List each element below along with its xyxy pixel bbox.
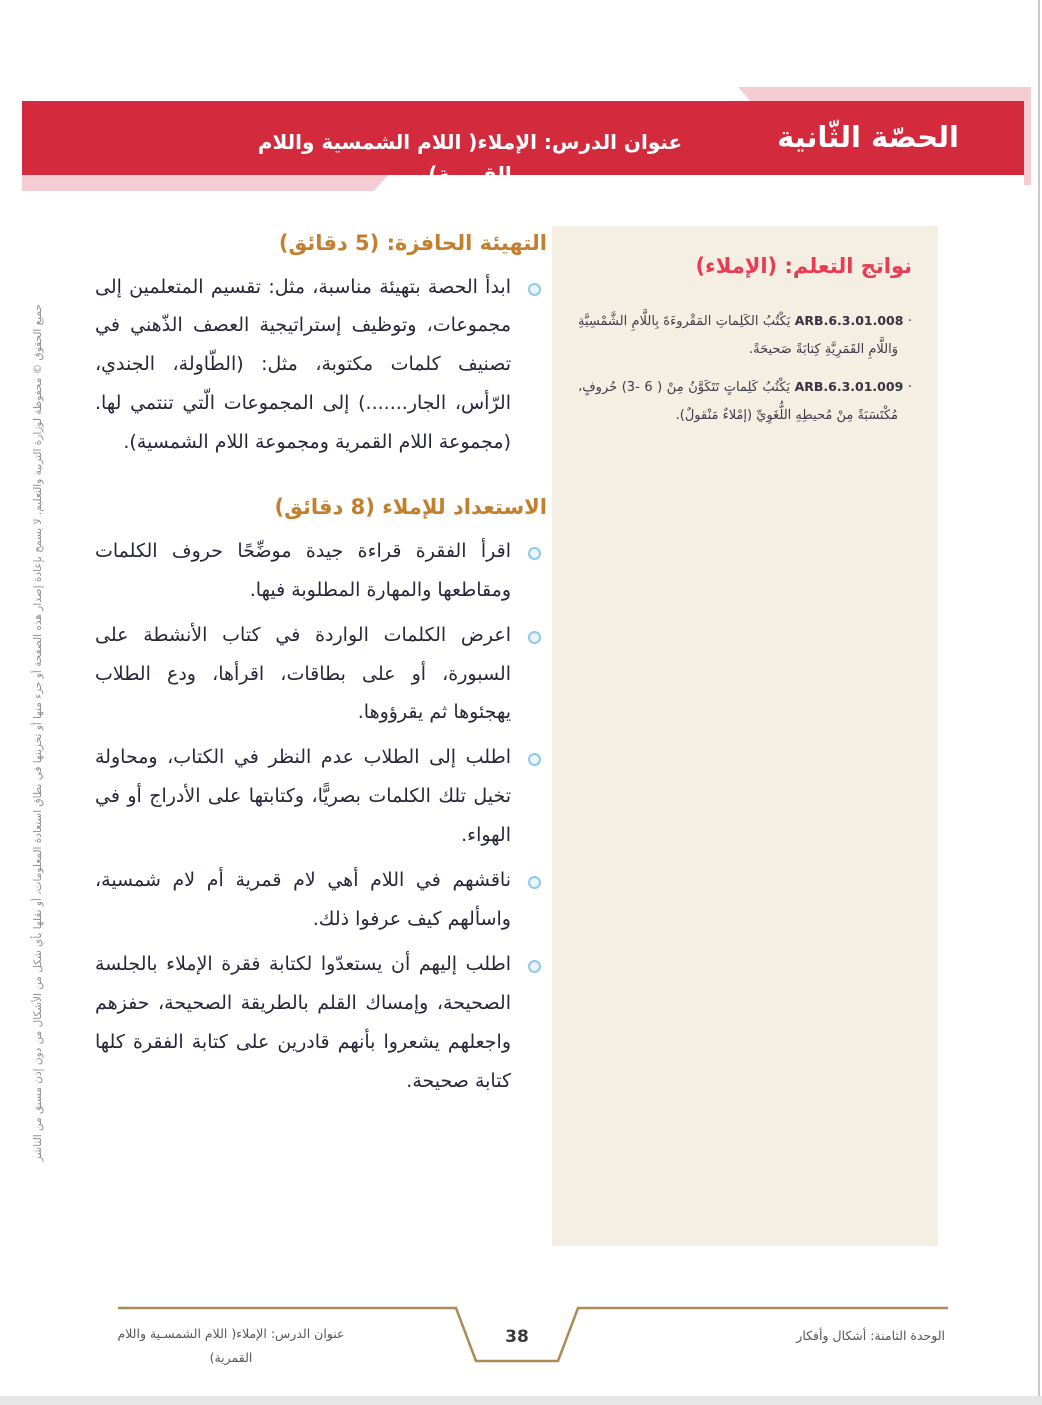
bullet-text: ناقشهم في اللام أهي لام قمرية أم لام شمسية، واسألهم كيف عرفوا ذلك. (95, 869, 511, 931)
bullet-item (95, 861, 547, 939)
bullet-circle-icon (528, 631, 541, 644)
bullet-text: اقرأ الفقرة قراءة جيدة موضِّحًا حروف الكلمات ومقاطعها والمهارة المطلوبة فيها. (95, 539, 511, 601)
copyright-vertical-text: جميع الحقوق © محفوظة لوزارة التربية والتعليم. لا يسمح بإعادة إصدار هذه الصفحة أو جزء منها أو تخزينها في نطاق استعادة المعلومات، أو نقلها بأي شكل من الأشكال من دون إذن مسبق من الناشر (32, 304, 44, 1162)
bullet-circle-icon (528, 547, 541, 560)
bullet-item (95, 945, 547, 1101)
lesson-title: عنوان الدرس: الإملاء( اللام الشمسية واللام القمرية) (257, 130, 683, 186)
outcome-code: ARB.6.3.01.009 (794, 378, 904, 394)
activities-column (95, 228, 547, 1131)
section-heading-dictation-prep: الاستعداد للإملاء (8 دقائق) (274, 495, 547, 520)
bullet-item (95, 738, 547, 855)
outcome-text: يَكْتُبُ كَلِماتٍ تَتَكَوَّنُ مِنْ ( 6 -3) حُروفٍ، مُكْتَسَبَةً مِنْ مُحيطِهِ اللُّغَوِيِّ (إمْلاءٌ مَنْقولٌ). (578, 379, 898, 423)
warmup-section (95, 228, 547, 462)
bullet-circle-icon (528, 753, 541, 766)
page-number: 38 (505, 1327, 529, 1347)
bullet-circle-icon (528, 960, 541, 973)
section-heading-warmup: التهيئة الحافزة: (5 دقائق) (278, 231, 547, 255)
bullet-circle-icon (528, 283, 541, 296)
outcomes-box (552, 226, 938, 1246)
header-pink-accent-right (1024, 92, 1031, 185)
outcome-code: ARB.6.3.01.008 (794, 313, 904, 328)
bullet-item (95, 268, 547, 463)
page-right-border (1038, 0, 1040, 1396)
bullet-text: اطلب إلى الطلاب عدم النظر في الكتاب، ومحاولة تخيل تلك الكلمات بصريًّا، وكتابتها على الأدراج أو في الهواء. (95, 746, 511, 847)
page-bottom-border (0, 1396, 1042, 1405)
bullet-item (95, 532, 547, 610)
bullet-circle-icon (528, 876, 541, 889)
outcome-item (578, 308, 912, 364)
bullet-text: ابدأ الحصة بتهيئة مناسبة، مثل: تقسيم المتعلمين إلى مجموعات، وتوظيف إستراتيجية العصف الذّهني في تصنيف كلمات مكتوبة، مثل: (الطّاولة، الجندي، الرّأس، الجار.......) إلى المجموعات الّتي تنتمي لها.(مجموعة اللام القمرية ومجموعة اللام الشمسية). (95, 275, 511, 454)
bullet-item (95, 616, 547, 733)
dictation-prep-section (95, 492, 547, 1101)
outcome-bullet-icon: · (907, 314, 912, 329)
bullet-text: اطلب إليهم أن يستعدّوا لكتابة فقرة الإملاء بالجلسة الصحيحة، وإمساك القلم بالطريقة الصحيحة، حفزهم واجعلهم يشعروا بأنهم قادرين على كتابة الفقرة كلها كتابة صحيحة. (95, 953, 511, 1092)
dictation-prep-bullet-list (95, 532, 547, 1101)
bullet-text: اعرض الكلمات الواردة في كتاب الأنشطة على السبورة، أو على بطاقات، اقرأها، ودع الطلاب يهجئوها ثم يقرؤوها. (95, 623, 511, 724)
session-title: الحصّة الثّانية عشرة (777, 120, 959, 201)
warmup-bullet-list (95, 268, 547, 463)
outcome-item (578, 374, 912, 430)
outcome-bullet-icon: · (907, 379, 912, 395)
footer-unit-label: الوحدة الثامنة: أشكال وأفكار (796, 1328, 945, 1343)
outcome-text: يَكْتُبُ الكَلِماتِ المَقْروءَةَ بِاللَّامِ الشَّمْسِيَّةِ وَاللَّامِ القَمَرِيَّةِ كِتابَةً صَحيحَةً. (578, 314, 898, 357)
outcomes-title: نواتج التعلم: (الإملاء) (695, 254, 912, 278)
footer-lesson-label: عنوان الدرس: الإملاء( اللام الشمسـية واللام القمرية) (117, 1326, 345, 1365)
